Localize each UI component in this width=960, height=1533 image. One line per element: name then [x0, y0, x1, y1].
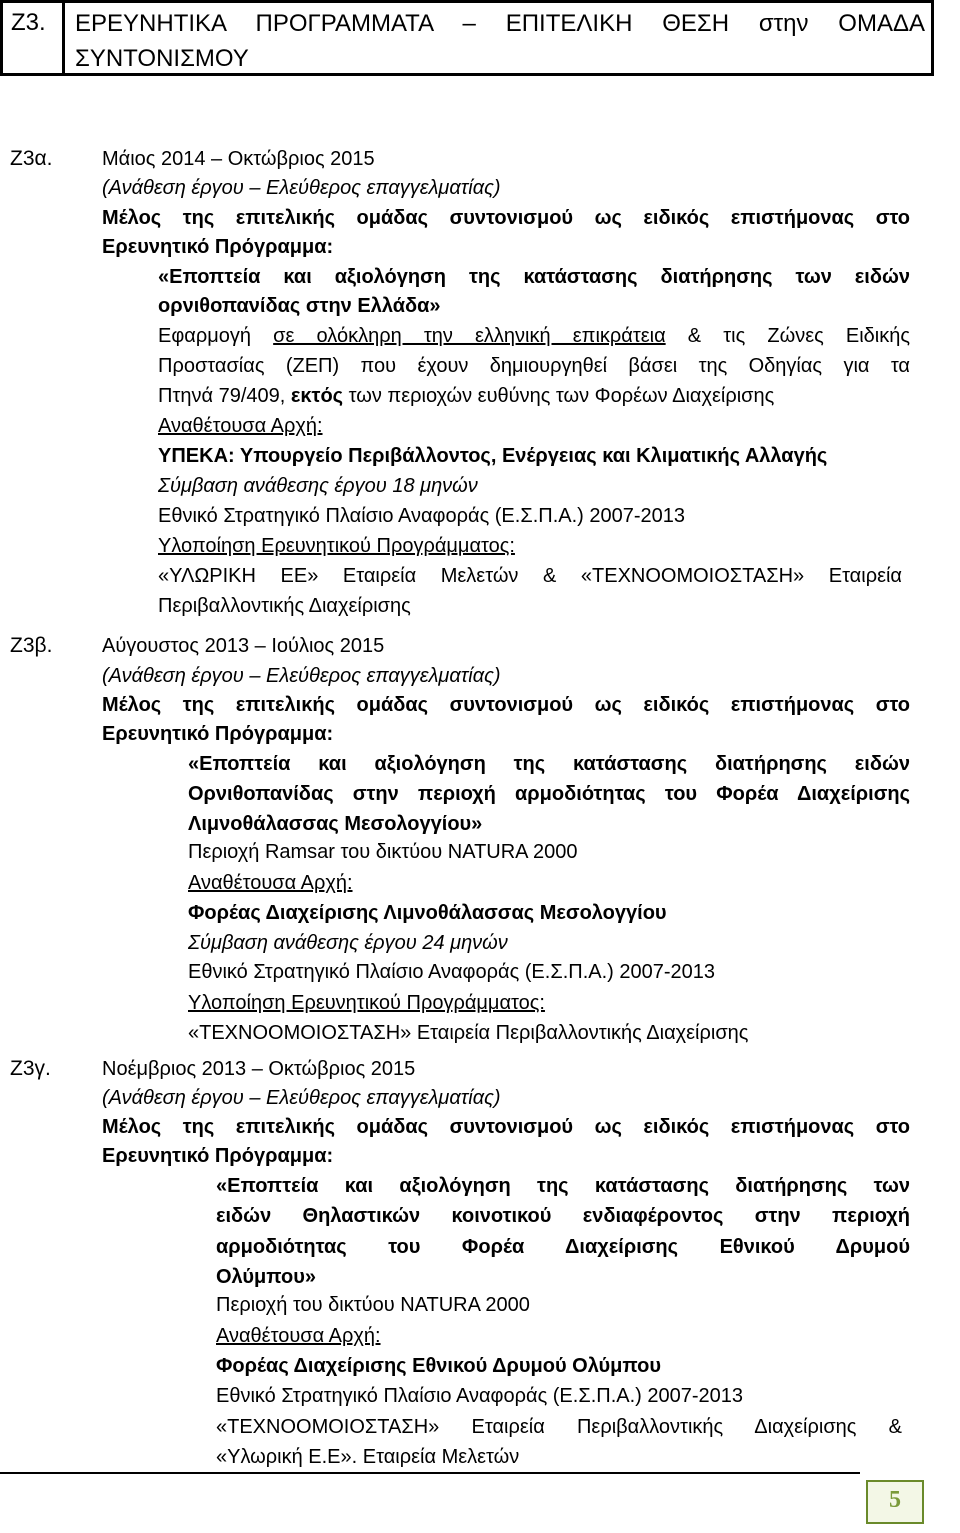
project-title-cont2: Λιμνοθάλασσας Μεσολογγίου» — [188, 813, 483, 835]
project-title-cont2: αρμοδιότητας του Φορέα Διαχείρισης Εθνικού Δρυμού — [216, 1236, 910, 1258]
contract-duration: Σύμβαση ανάθεσης έργου 24 μηνών — [188, 932, 508, 954]
entry-period: Μάιος 2014 – Οκτώβριος 2015 — [102, 148, 375, 170]
section-header — [0, 0, 934, 76]
project-title: «Εποπτεία και αξιολόγηση της κατάστασης διατήρησης ειδών — [188, 753, 910, 775]
section-title: ΕΡΕΥΝΗΤΙΚΑ ΠΡΟΓΡΑΜΜΑΤΑ – ΕΠΙΤΕΛΙΚΗ ΘΕΣΗ στην ΟΜΑΔΑ ΣΥΝΤΟΝΙΣΜΟΥ — [75, 10, 925, 72]
implementation-label: Υλοποίηση Ερευνητικού Προγράμματος: — [158, 535, 515, 557]
implementers-cont: «Υλωρική Ε.Ε». Εταιρεία Μελετών — [216, 1446, 520, 1468]
project-description-line2: Προστασίας (ΖΕΠ) που έχουν δημιουργηθεί βάσει της Οδηγίας για τα — [158, 355, 910, 377]
authority-name: Φορέας Διαχείρισης Εθνικού Δρυμού Ολύμπου — [216, 1355, 662, 1377]
funding-framework: Εθνικό Στρατηγικό Πλαίσιο Αναφοράς (Ε.Σ.Π.Α.) 2007-2013 — [216, 1385, 744, 1407]
page-number: 5 — [889, 1487, 901, 1513]
page-number-box — [866, 1480, 924, 1524]
entry-label: Ζ3γ. — [10, 1057, 51, 1080]
project-title: «Εποπτεία και αξιολόγηση της κατάστασης διατήρησης των — [216, 1175, 910, 1197]
entry-period: Νοέμβριος 2013 – Οκτώβριος 2015 — [102, 1058, 416, 1080]
implementers: «ΥΛΩΡΙΚΗ ΕΕ» Εταιρεία Μελετών & «ΤΕΧΝΟΟΜΟΙΟΣΤΑΣΗ» Εταιρεία — [158, 565, 902, 587]
project-description-line3: Πτηνά 79/409, εκτός των περιοχών ευθύνης των Φορέων Διαχείρισης — [158, 385, 775, 407]
entry-period: Αύγουστος 2013 – Ιούλιος 2015 — [102, 635, 385, 657]
entry-role-cont: Ερευνητικό Πρόγραμμα: — [102, 723, 334, 745]
authority-label: Αναθέτουσα Αρχή: — [188, 872, 353, 894]
entry-role: Μέλος της επιτελικής ομάδας συντονισμού ως ειδικός επιστήμονας στο — [102, 207, 910, 229]
implementers-cont: Περιβαλλοντικής Διαχείρισης — [158, 595, 411, 617]
entry-assignment: (Ανάθεση έργου – Ελεύθερος επαγγελματίας) — [102, 177, 501, 199]
entry-assignment: (Ανάθεση έργου – Ελεύθερος επαγγελματίας) — [102, 665, 501, 687]
project-title-cont3: Ολύμπου» — [216, 1266, 316, 1288]
funding-framework: Εθνικό Στρατηγικό Πλαίσιο Αναφοράς (Ε.Σ.Π.Α.) 2007-2013 — [158, 505, 686, 527]
authority-name: ΥΠΕΚΑ: Υπουργείο Περιβάλλοντος, Ενέργειας και Κλιματικής Αλλαγής — [158, 445, 828, 467]
funding-framework: Εθνικό Στρατηγικό Πλαίσιο Αναφοράς (Ε.Σ.Π.Α.) 2007-2013 — [188, 961, 716, 983]
authority-label: Αναθέτουσα Αρχή: — [216, 1325, 381, 1347]
implementation-label: Υλοποίηση Ερευνητικού Προγράμματος: — [188, 992, 545, 1014]
project-area: Περιοχή του δικτύου NATURA 2000 — [216, 1294, 530, 1316]
entry-role: Μέλος της επιτελικής ομάδας συντονισμού ως ειδικός επιστήμονας στο — [102, 694, 910, 716]
entry-assignment: (Ανάθεση έργου – Ελεύθερος επαγγελματίας) — [102, 1087, 501, 1109]
footer-rule — [0, 1472, 860, 1474]
project-title-cont: ορνιθοπανίδας στην Ελλάδα» — [158, 295, 441, 317]
implementers: «ΤΕΧΝΟΟΜΟΙΟΣΤΑΣΗ» Εταιρεία Περιβαλλοντικής Διαχείρισης & — [216, 1416, 902, 1438]
project-area: Περιοχή Ramsar του δικτύου NATURA 2000 — [188, 841, 578, 863]
implementers: «ΤΕΧΝΟΟΜΟΙΟΣΤΑΣΗ» Εταιρεία Περιβαλλοντικής Διαχείρισης — [188, 1022, 749, 1044]
entry-label: Ζ3α. — [10, 147, 53, 170]
project-title: «Εποπτεία και αξιολόγηση της κατάστασης διατήρησης των ειδών — [158, 266, 910, 288]
authority-name: Φορέας Διαχείρισης Λιμνοθάλασσας Μεσολογγίου — [188, 902, 667, 924]
entry-role-cont: Ερευνητικό Πρόγραμμα: — [102, 236, 334, 258]
project-title-cont: ειδών Θηλαστικών κοινοτικού ενδιαφέροντος στην περιοχή — [216, 1205, 910, 1227]
section-number: Ζ3. — [3, 3, 65, 73]
entry-role: Μέλος της επιτελικής ομάδας συντονισμού ως ειδικός επιστήμονας στο — [102, 1116, 910, 1138]
contract-duration: Σύμβαση ανάθεσης έργου 18 μηνών — [158, 475, 478, 497]
header-spacer — [0, 76, 960, 140]
project-description: Εφαρμογή σε ολόκληρη την ελληνική επικράτεια & τις Ζώνες Ειδικής — [158, 325, 910, 347]
authority-label: Αναθέτουσα Αρχή: — [158, 415, 323, 437]
entry-label: Ζ3β. — [10, 634, 53, 657]
entry-role-cont: Ερευνητικό Πρόγραμμα: — [102, 1145, 334, 1167]
project-title-cont: Ορνιθοπανίδας στην περιοχή αρμοδιότητας του Φορέα Διαχείρισης — [188, 783, 910, 805]
